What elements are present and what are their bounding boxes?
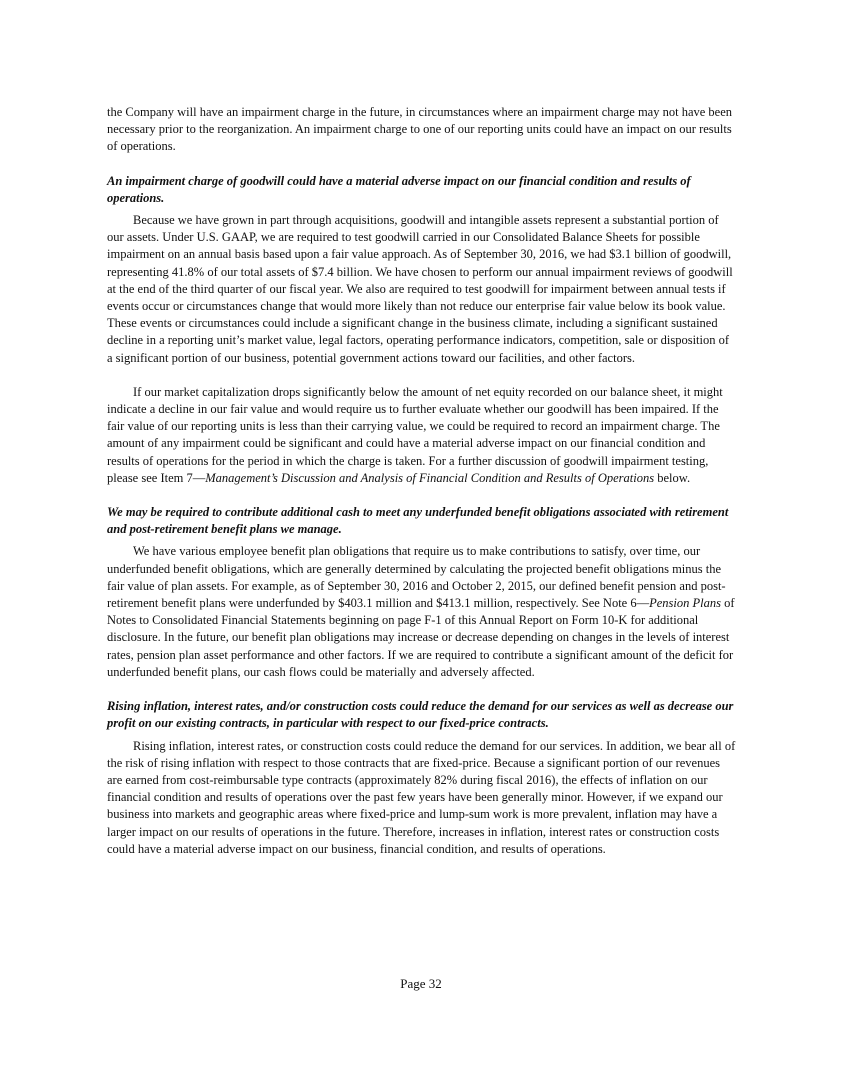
- section-goodwill: [107, 173, 737, 487]
- section-heading: Rising inflation, interest rates, and/or construction costs could reduce the demand for our services as well as decrease our profit on our existing contracts, in particular with respect to our fixed-price contracts.: [107, 699, 734, 731]
- section-heading: An impairment charge of goodwill could have a material adverse impact on our financial condition and results of operations.: [107, 173, 691, 205]
- section-paragraph: Because we have grown in part through acquisitions, goodwill and intangible assets represent a substantial portion of our assets. Under U.S. GAAP, we are required to test goodwill carried in our Consolidated Balance Sheets for possible impairment on an annual basis based upon a fair value approach. As of September 30, 2016, we had $3.1 billion of goodwill, representing 41.8% of our total assets of $7.4 billion. We have chosen to perform our annual impairment reviews of goodwill at the end of the third quarter of our fiscal year. We also are required to test goodwill for impairment between annual tests if events occur or circumstances change that would more likely than not reduce our enterprise fair value below its book value. These events or circumstances could include a significant change in the business climate, including a significant sustained decline in a reporting unit’s market value, legal factors, operating performance indicators, competition, sale or disposition of a significant portion of our business, potential government actions toward our facilities, and other factors.: [107, 213, 733, 365]
- document-body: [107, 104, 737, 875]
- section-paragraph: We have various employee benefit plan obligations that require us to make contributions to satisfy, over time, our underfunded benefit obligations, which are generally determined by calculating the projected benefit obligations minus the fair value of plan assets. For example, as of September 30, 2016 and October 2, 2015, our defined benefit pension and post-retirement benefit plans were underfunded by $403.1 million and $413.1 million, respectively. See Note 6—Pension Plans of Notes to Consolidated Financial Statements beginning on page F-1 of this Annual Report on Form 10-K for additional disclosure. In the future, our benefit plan obligations may increase or decrease depending on changes in the levels of interest rates, pension plan asset performance and other factors. If we are required to contribute a significant amount of the deficit for underfunded benefit plans, our cash flows could be materially and adversely affected.: [107, 544, 735, 679]
- page-number: Page 32: [400, 976, 442, 991]
- section-benefit-plans: [107, 504, 737, 681]
- cross-reference: Management’s Discussion and Analysis of Financial Condition and Results of Operations: [205, 470, 655, 485]
- section-paragraph: Rising inflation, interest rates, or construction costs could reduce the demand for our services. In addition, we bear all of the risk of rising inflation with respect to those contracts that are fixed-price. Because a significant portion of our revenues are earned from cost-reimbursable type contracts (approximately 82% during fiscal 2016), the effects of inflation on our financial condition and results of operations over the past few years have been generally minor. However, if we expand our business into markets and geographic areas where fixed-price and lump-sum work is more prevalent, inflation may have a larger impact on our results of operations in the future. Therefore, increases in inflation, interest rates or construction costs could have a material adverse impact on our business, financial condition, and results of operations.: [107, 738, 736, 856]
- section-inflation: [107, 698, 737, 858]
- section-heading: We may be required to contribute additional cash to meet any underfunded benefit obligations associated with retirement and post-retirement benefit plans we manage.: [107, 505, 729, 537]
- section-paragraph: If our market capitalization drops significantly below the amount of net equity recorded on our balance sheet, it might indicate a decline in our fair value and would require us to further evaluate whether our goodwill has been impaired. If the fair value of our reporting units is less than their carrying value, we could be required to record an impairment charge. The amount of any impairment could be significant and could have a material adverse impact on our financial condition and results of operations for the period in which the charge is taken. For a further discussion of goodwill impairment testing, please see Item 7—Management’s Discussion and Analysis of Financial Condition and Results of Operations below.: [107, 384, 723, 485]
- intro-paragraph: the Company will have an impairment charge in the future, in circumstances where an impairment charge may not have been necessary prior to the reorganization. An impairment charge to one of our reporting units could have an impact on our results of operations.: [107, 105, 733, 154]
- cross-reference: Pension Plans: [649, 596, 721, 611]
